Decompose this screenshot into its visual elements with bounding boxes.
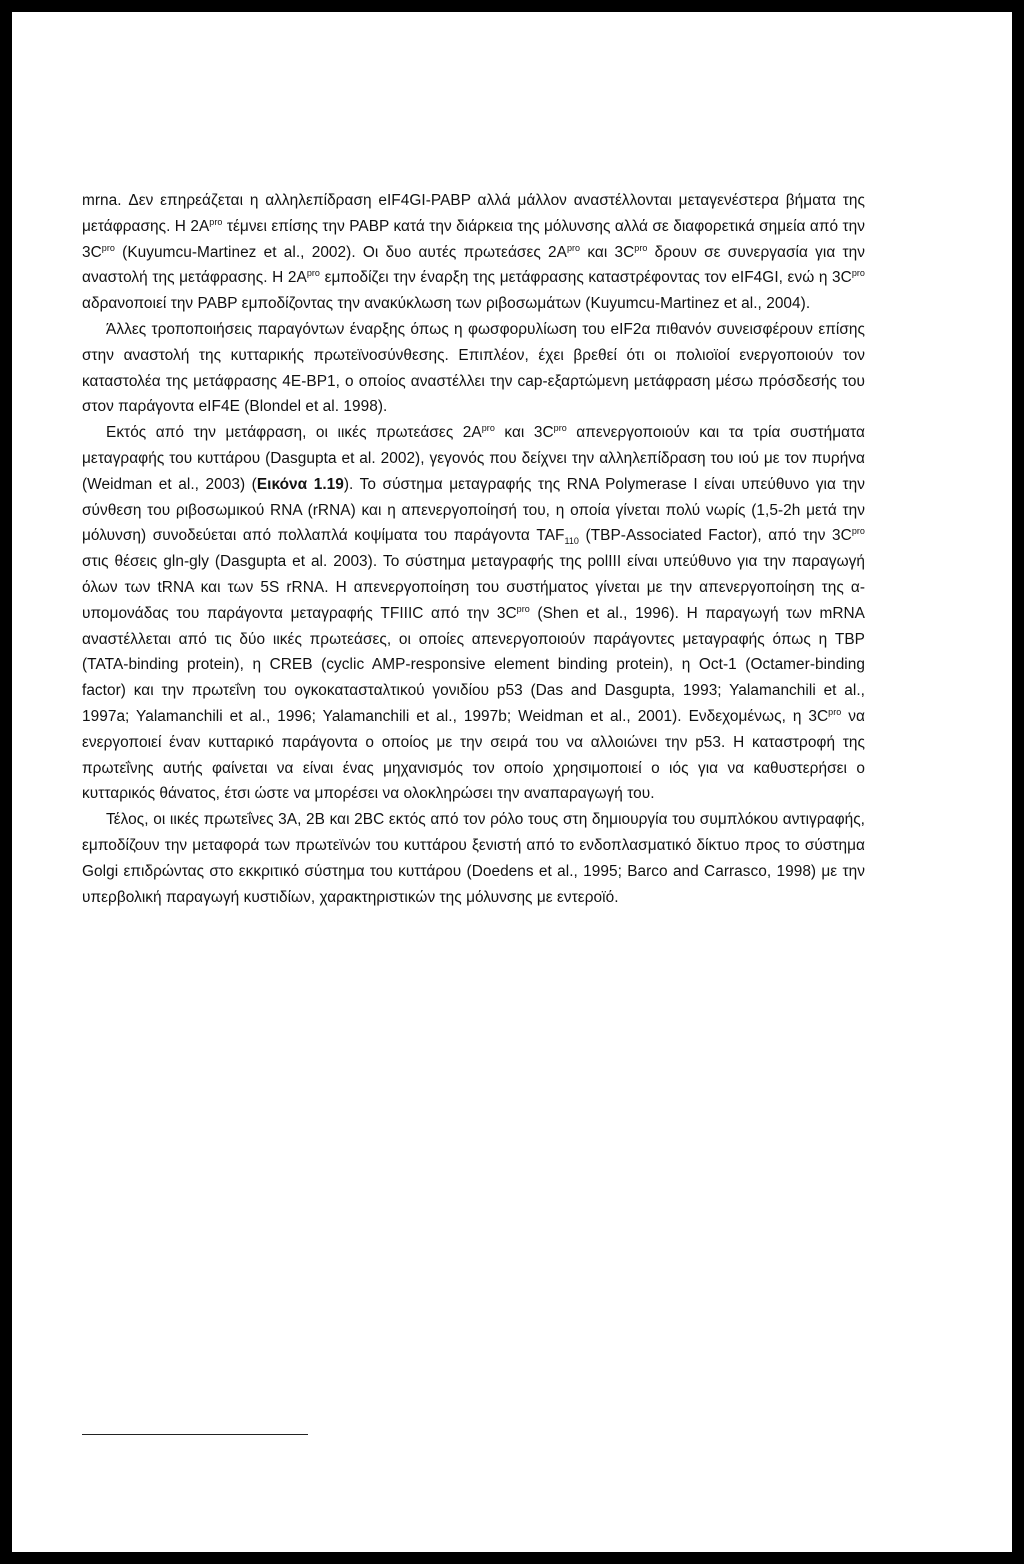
document-body [82, 188, 865, 910]
superscript: pro [209, 216, 223, 227]
text-run: και 3C [580, 243, 635, 261]
superscript: pro [851, 268, 865, 279]
superscript: pro [516, 603, 530, 614]
superscript: pro [481, 423, 495, 434]
footnote-separator [82, 1434, 308, 1435]
text-run: (TBP-Associated Factor), από την 3C [578, 527, 852, 545]
superscript: pro [566, 242, 581, 253]
superscript: pro [828, 706, 842, 717]
text-run: (Shen et al., 1996). Η παραγωγή των mRNA αναστέλλεται από τις δύο ιικές πρωτεάσες, οι οποίες απενεργοποιούν παράγοντες μεταγραφής όπως η TBP (TATA-binding protein), η CREB (cyclic AMP-responsive element binding protein), η Oct-1 (Octamer-binding factor) και την πρωτεΐνη του ογκοκατασταλτικού γονιδίου p53 (Das and Dasgupta, 1993; Yalamanchili et al., 1997a; Yalamanchili et al., 1996; Yalamanchili et al., 1997b; Weidman et al., 2001). Ενδεχομένως, η 3C [82, 604, 865, 725]
text-run: να ενεργοποιεί έναν κυτταρικό παράγοντα ο οποίος με την σειρά του να αλλοιώνει την p53. Η καταστροφή της πρωτεΐνης αυτής φαίνεται να είναι ένας μηχανισμός τον οποίο χρησιμοποιεί ο ιός για να καθυστερήσει ο κυτταρικός θάνατος, έτσι ώστε να μπορέσει να ολοκληρώσει την αναπαραγωγή του. [82, 707, 865, 803]
text-run: ). Το σύστημα μεταγραφής της RNA Polymerase I είναι υπεύθυνο για την σύνθεση του ριβοσωμικού RNA (rRNA) και η απενεργοποίησή του, η οποία γίνεται πολύ νωρίς (1,5-2h μετά την μόλυνση) συνοδεύεται από πολλαπλά κοψίματα του παράγοντα TAF [82, 475, 865, 545]
text-run: Εκτός από την μετάφραση, οι ιικές πρωτεάσες 2A [106, 424, 482, 442]
text-run: και 3C [494, 424, 554, 442]
text-run: εμποδίζει την έναρξη της μετάφρασης καταστρέφοντας τον eIF4GI, ενώ η 3C [319, 269, 852, 287]
superscript: pro [851, 526, 865, 537]
text-run: mrna. Δεν επηρεάζεται η αλληλεπίδραση eIF4GI-PABP αλλά μάλλον αναστέλλονται μεταγενέστερα βήματα της μετάφρασης. Η 2A [82, 192, 865, 235]
subscript: 110 [564, 536, 579, 547]
text-run: στις θέσεις gln-gly (Dasgupta et al. 2003). Το σύστημα μεταγραφής της polIII είναι υπεύθυνο για την παραγωγή όλων των tRNA και των 5S rRNA. Η απενεργοποίηση του συστήματος γίνεται με την απενεργοποίηση της α-υπομονάδας του παράγοντα μεταγραφής TFIIIC από την 3C [82, 553, 865, 622]
paragraph [82, 188, 865, 317]
text-run: Άλλες τροποποιήσεις παραγόντων έναρξης όπως η φωσφορυλίωση του eIF2α πιθανόν συνεισφέρουν επίσης στην αναστολή της κυτταρικής πρωτεϊνοσύνθεσης. Επιπλέον, έχει βρεθεί ότι οι πολιοϊοί ενεργοποιούν τον καταστολέα της μετάφρασης 4E-BP1, ο οποίος αναστέλλει την cap-εξαρτώμενη μετάφραση μέσω πρόσδεσής του στον παράγοντα eIF4E (Blondel et al. 1998). [82, 320, 865, 416]
superscript: pro [306, 268, 320, 279]
text-run: Τέλος, οι ιικές πρωτεΐνες 3A, 2B και 2BC εκτός από τον ρόλο τους στη δημιουργία του συμπλόκου αντιγραφής, εμποδίζουν την μεταφορά των πρωτεϊνών του κυττάρου ξενιστή από το ενδοπλασματικό δίκτυο προς το σύστημα Golgi επιδρώντας στο εκκριτικό σύστημα του κυττάρου (Doedens et al., 1995; Barco and Carrasco, 1998) με την υπερβολική παραγωγή κυστιδίων, χαρακτηριστικών της μόλυνσης με εντεροϊό. [82, 811, 865, 906]
paragraph [82, 420, 865, 807]
text-run: αδρανοποιεί την PABP εμποδίζοντας την ανακύκλωση των ριβοσωμάτων (Kuyumcu-Martinez et al., 2004). [82, 295, 811, 313]
text-run: τέμνει επίσης την PABP κατά την διάρκεια της μόλυνσης αλλά σε διαφορετικά σημεία από την 3C [82, 217, 865, 261]
superscript: pro [553, 423, 567, 434]
superscript: pro [101, 242, 115, 253]
figure-reference: Εικόνα 1.19 [256, 475, 344, 493]
superscript: pro [634, 242, 648, 253]
paragraph [82, 317, 865, 420]
text-run: δρουν σε συνεργασία για την αναστολή της μετάφρασης. Η 2A [82, 243, 865, 287]
text-run: (Kuyumcu-Martinez et al., 2002). Οι δυο αυτές πρωτεάσες 2A [114, 243, 567, 261]
paragraph [82, 807, 865, 910]
text-run: απενεργοποιούν και τα τρία συστήματα μεταγραφής του κυττάρου (Dasgupta et al. 2002), γεγονός που δείχνει την αλληλεπίδραση του ιού με τον πυρήνα (Weidman et al., 2003) ( [82, 424, 865, 493]
